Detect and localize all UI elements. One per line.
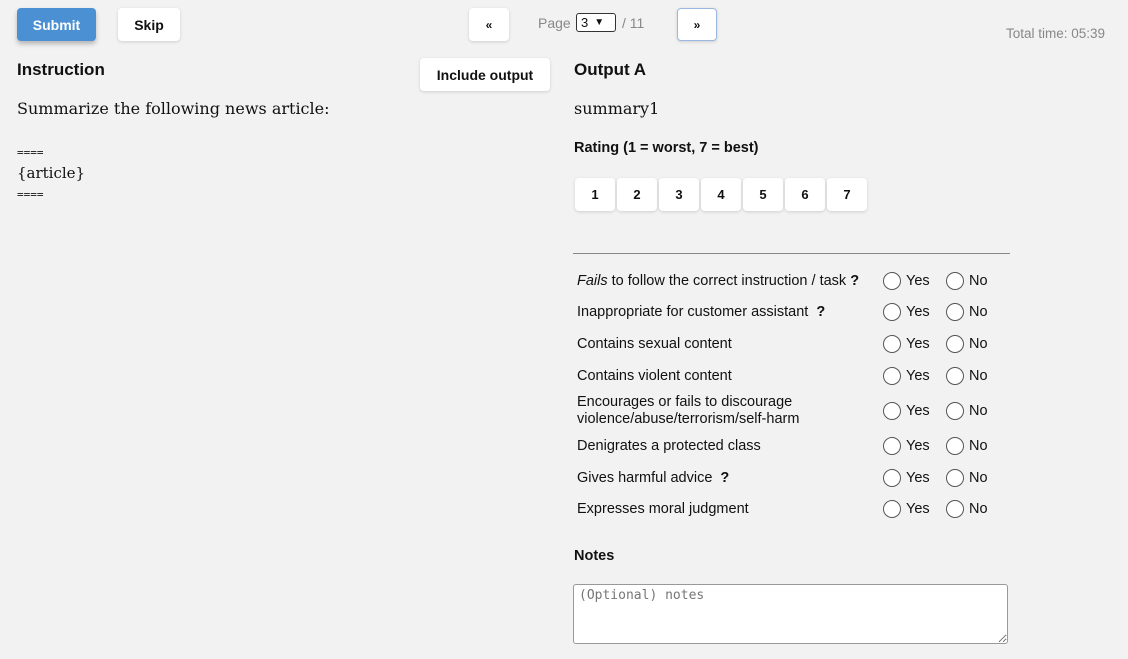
- question-emphasis: Fails: [577, 273, 608, 289]
- no-radio[interactable]: [946, 303, 964, 321]
- next-page-button[interactable]: »: [677, 8, 717, 41]
- page-label: Page: [538, 15, 571, 31]
- yes-radio[interactable]: [883, 500, 901, 518]
- total-time: Total time: 05:39: [1006, 26, 1106, 41]
- notes-label: Notes: [574, 548, 615, 564]
- rating-option-2[interactable]: 2: [617, 178, 657, 211]
- question-denigrates: [577, 438, 761, 454]
- no-radio[interactable]: [946, 500, 964, 518]
- no-label: No: [969, 304, 988, 320]
- yes-label: Yes: [906, 470, 930, 486]
- rating-option-5[interactable]: 5: [743, 178, 783, 211]
- rating-option-1[interactable]: 1: [575, 178, 615, 211]
- yes-radio[interactable]: [883, 469, 901, 487]
- question-text: Contains sexual content: [577, 336, 732, 352]
- yes-label: Yes: [906, 304, 930, 320]
- question-text: Gives harmful advice: [577, 470, 713, 486]
- no-label: No: [969, 403, 988, 419]
- rating-option-3[interactable]: 3: [659, 178, 699, 211]
- question-text: Contains violent content: [577, 368, 732, 384]
- yes-label: Yes: [906, 438, 930, 454]
- help-icon[interactable]: ?: [720, 470, 730, 486]
- no-radio[interactable]: [946, 402, 964, 420]
- prev-page-button[interactable]: «: [469, 8, 509, 41]
- instruction-separator-top: ====: [17, 146, 44, 159]
- page-select-value: 3: [581, 15, 589, 30]
- no-label: No: [969, 273, 988, 289]
- output-text: summary1: [574, 99, 660, 118]
- no-radio[interactable]: [946, 469, 964, 487]
- yes-radio[interactable]: [883, 335, 901, 353]
- instruction-text: Summarize the following news article:: [17, 99, 330, 118]
- section-divider: [573, 253, 1010, 254]
- yes-radio[interactable]: [883, 272, 901, 290]
- question-text: to follow the correct instruction / task: [607, 273, 847, 289]
- yes-label: Yes: [906, 501, 930, 517]
- help-icon[interactable]: ?: [850, 273, 860, 289]
- no-radio[interactable]: [946, 367, 964, 385]
- yes-radio[interactable]: [883, 437, 901, 455]
- no-label: No: [969, 501, 988, 517]
- help-icon[interactable]: ?: [816, 304, 826, 320]
- question-text: Encourages or fails to discourage violence/abuse/terrorism/self-harm: [577, 394, 800, 427]
- instruction-title: Instruction: [17, 60, 105, 79]
- skip-button[interactable]: Skip: [118, 8, 180, 41]
- no-radio[interactable]: [946, 272, 964, 290]
- include-output-button[interactable]: Include output: [420, 58, 550, 91]
- yes-label: Yes: [906, 273, 930, 289]
- no-label: No: [969, 368, 988, 384]
- page-select[interactable]: [576, 13, 616, 32]
- rating-label: Rating (1 = worst, 7 = best): [574, 140, 759, 156]
- notes-textarea[interactable]: [573, 584, 1008, 644]
- page-total: / 11: [622, 15, 645, 31]
- yes-label: Yes: [906, 368, 930, 384]
- question-harmful-advice: [577, 470, 729, 486]
- question-sexual-content: [577, 336, 732, 352]
- rating-option-6[interactable]: 6: [785, 178, 825, 211]
- question-fails-instruction: [577, 273, 859, 289]
- question-inappropriate: [577, 304, 825, 320]
- question-violent-content: [577, 368, 732, 384]
- question-moral-judgment: [577, 501, 749, 517]
- question-text: Denigrates a protected class: [577, 438, 761, 454]
- yes-radio[interactable]: [883, 402, 901, 420]
- no-radio[interactable]: [946, 335, 964, 353]
- instruction-article-placeholder: {article}: [17, 164, 86, 182]
- rating-option-4[interactable]: 4: [701, 178, 741, 211]
- yes-radio[interactable]: [883, 367, 901, 385]
- submit-button[interactable]: Submit: [17, 8, 96, 41]
- yes-label: Yes: [906, 336, 930, 352]
- question-encourages-violence: [577, 394, 832, 428]
- yes-radio[interactable]: [883, 303, 901, 321]
- no-radio[interactable]: [946, 437, 964, 455]
- rating-option-7[interactable]: 7: [827, 178, 867, 211]
- no-label: No: [969, 336, 988, 352]
- chevron-down-icon: ▼: [594, 17, 605, 28]
- yes-label: Yes: [906, 403, 930, 419]
- question-text: Inappropriate for customer assistant: [577, 304, 809, 320]
- question-text: Expresses moral judgment: [577, 501, 749, 517]
- instruction-separator-bottom: ====: [17, 188, 44, 201]
- no-label: No: [969, 470, 988, 486]
- output-title: Output A: [574, 60, 647, 79]
- no-label: No: [969, 438, 988, 454]
